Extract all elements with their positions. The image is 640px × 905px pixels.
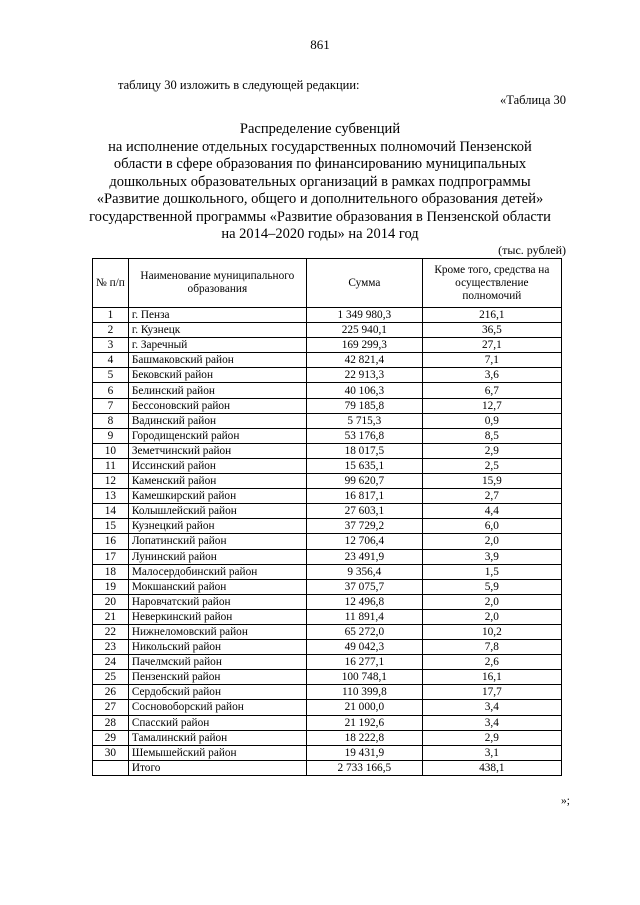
municipality-name: Никольский район <box>128 640 306 655</box>
extra-value: 0,9 <box>422 413 561 428</box>
row-number: 1 <box>93 308 129 323</box>
table-row <box>93 730 562 745</box>
extra-value: 2,0 <box>422 534 561 549</box>
table-row <box>93 398 562 413</box>
row-number: 5 <box>93 368 129 383</box>
title-line: государственной программы «Развитие образования в Пензенской области <box>89 208 551 225</box>
page-number: 861 <box>310 37 330 52</box>
title-line: Распределение субвенций <box>239 121 401 137</box>
sum-value: 37 729,2 <box>306 519 422 534</box>
sum-value: 2 733 166,5 <box>306 760 422 775</box>
sum-value: 16 277,1 <box>306 655 422 670</box>
extra-value: 2,9 <box>422 730 561 745</box>
municipality-name: Вадинский район <box>128 413 306 428</box>
row-number: 8 <box>93 413 129 428</box>
sum-value: 79 185,8 <box>306 398 422 413</box>
municipality-name: Итого <box>128 760 306 775</box>
municipality-name: Сосновоборский район <box>128 700 306 715</box>
extra-value: 36,5 <box>422 323 561 338</box>
sum-value: 23 491,9 <box>306 549 422 564</box>
table-row <box>93 715 562 730</box>
row-number: 14 <box>93 504 129 519</box>
municipality-name: Бековский район <box>128 368 306 383</box>
table-row <box>93 368 562 383</box>
row-number: 2 <box>93 323 129 338</box>
sum-value: 53 176,8 <box>306 428 422 443</box>
extra-value: 2,0 <box>422 594 561 609</box>
municipality-name: Городищенский район <box>128 428 306 443</box>
sum-value: 42 821,4 <box>306 353 422 368</box>
total-row <box>93 760 562 775</box>
sum-value: 12 496,8 <box>306 594 422 609</box>
extra-value: 7,1 <box>422 353 561 368</box>
municipality-name: Малосердобинский район <box>128 564 306 579</box>
table-body <box>93 308 562 776</box>
table-row <box>93 549 562 564</box>
row-number: 25 <box>93 670 129 685</box>
sum-value: 9 356,4 <box>306 564 422 579</box>
municipality-name: г. Кузнецк <box>128 323 306 338</box>
extra-value: 3,1 <box>422 745 561 760</box>
title-line: на 2014–2020 годы» на 2014 год <box>221 226 419 242</box>
row-number: 29 <box>93 730 129 745</box>
municipality-name: Бессоновский район <box>128 398 306 413</box>
sum-value: 49 042,3 <box>306 640 422 655</box>
row-number: 20 <box>93 594 129 609</box>
row-number: 28 <box>93 715 129 730</box>
sum-value: 1 349 980,3 <box>306 308 422 323</box>
extra-value: 3,6 <box>422 368 561 383</box>
extra-value: 1,5 <box>422 564 561 579</box>
table-row <box>93 685 562 700</box>
sum-value: 15 635,1 <box>306 458 422 473</box>
row-number: 21 <box>93 609 129 624</box>
sum-value: 99 620,7 <box>306 474 422 489</box>
sum-value: 169 299,3 <box>306 338 422 353</box>
closing-mark: »; <box>561 795 570 807</box>
sum-value: 40 106,3 <box>306 383 422 398</box>
table-row <box>93 579 562 594</box>
municipality-name: Башмаковский район <box>128 353 306 368</box>
municipality-name: Белинский район <box>128 383 306 398</box>
table-row <box>93 443 562 458</box>
row-number: 13 <box>93 489 129 504</box>
sum-value: 21 192,6 <box>306 715 422 730</box>
extra-value: 7,8 <box>422 640 561 655</box>
municipality-name: г. Заречный <box>128 338 306 353</box>
extra-value: 6,0 <box>422 519 561 534</box>
municipality-name: Камешкирский район <box>128 489 306 504</box>
municipality-name: г. Пенза <box>128 308 306 323</box>
municipality-name: Колышлейский район <box>128 504 306 519</box>
title-line: области в сфере образования по финансированию муниципальных <box>113 156 527 172</box>
sum-value: 27 603,1 <box>306 504 422 519</box>
extra-value: 17,7 <box>422 685 561 700</box>
row-number: 16 <box>93 534 129 549</box>
table-row <box>93 564 562 579</box>
municipality-name: Шемышейский район <box>128 745 306 760</box>
sum-value: 21 000,0 <box>306 700 422 715</box>
row-number: 22 <box>93 624 129 639</box>
extra-value: 2,5 <box>422 458 561 473</box>
table-header-row <box>93 259 562 308</box>
sum-value: 65 272,0 <box>306 624 422 639</box>
header-num: № п/п <box>93 259 129 308</box>
extra-value: 3,4 <box>422 715 561 730</box>
intro-text: таблицу 30 изложить в следующей редакции: <box>118 78 360 92</box>
table-row <box>93 624 562 639</box>
municipality-name: Пензенский район <box>128 670 306 685</box>
extra-value: 12,7 <box>422 398 561 413</box>
table-row <box>93 323 562 338</box>
extra-value: 27,1 <box>422 338 561 353</box>
sum-value: 16 817,1 <box>306 489 422 504</box>
extra-value: 2,6 <box>422 655 561 670</box>
extra-value: 5,9 <box>422 579 561 594</box>
extra-value: 6,7 <box>422 383 561 398</box>
title-line: «Развитие дошкольного, общего и дополнительного образования детей» <box>96 191 544 207</box>
table-row <box>93 308 562 323</box>
municipality-name: Иссинский район <box>128 458 306 473</box>
units-label: (тыс. рублей) <box>498 243 566 257</box>
document-title <box>70 121 570 244</box>
table-row <box>93 670 562 685</box>
row-number: 11 <box>93 458 129 473</box>
extra-value: 2,7 <box>422 489 561 504</box>
row-number: 27 <box>93 700 129 715</box>
extra-value: 4,4 <box>422 504 561 519</box>
table-row <box>93 745 562 760</box>
table-row <box>93 489 562 504</box>
row-number: 23 <box>93 640 129 655</box>
table-row <box>93 428 562 443</box>
table-row <box>93 338 562 353</box>
municipality-name: Нижнеломовский район <box>128 624 306 639</box>
sum-value: 18 222,8 <box>306 730 422 745</box>
row-number: 19 <box>93 579 129 594</box>
header-extra: Кроме того, средства на осуществление полномочий <box>422 259 561 308</box>
municipality-name: Лопатинский район <box>128 534 306 549</box>
extra-value: 438,1 <box>422 760 561 775</box>
header-name: Наименование муниципального образования <box>128 259 306 308</box>
extra-value: 216,1 <box>422 308 561 323</box>
table-row <box>93 534 562 549</box>
sum-value: 110 399,8 <box>306 685 422 700</box>
table-row <box>93 383 562 398</box>
table-row <box>93 655 562 670</box>
sum-value: 19 431,9 <box>306 745 422 760</box>
extra-value: 2,9 <box>422 443 561 458</box>
extra-value: 8,5 <box>422 428 561 443</box>
table-row <box>93 609 562 624</box>
row-number: 9 <box>93 428 129 443</box>
municipality-name: Кузнецкий район <box>128 519 306 534</box>
sum-value: 37 075,7 <box>306 579 422 594</box>
sum-value: 100 748,1 <box>306 670 422 685</box>
row-number: 26 <box>93 685 129 700</box>
municipality-name: Спасский район <box>128 715 306 730</box>
table-row <box>93 504 562 519</box>
row-number: 10 <box>93 443 129 458</box>
municipality-name: Лунинский район <box>128 549 306 564</box>
extra-value: 2,0 <box>422 609 561 624</box>
sum-value: 12 706,4 <box>306 534 422 549</box>
extra-value: 15,9 <box>422 474 561 489</box>
municipality-name: Тамалинский район <box>128 730 306 745</box>
table-row <box>93 353 562 368</box>
municipality-name: Земетчинский район <box>128 443 306 458</box>
extra-value: 3,9 <box>422 549 561 564</box>
sum-value: 18 017,5 <box>306 443 422 458</box>
extra-value: 16,1 <box>422 670 561 685</box>
extra-value: 10,2 <box>422 624 561 639</box>
row-number <box>93 760 129 775</box>
row-number: 30 <box>93 745 129 760</box>
row-number: 12 <box>93 474 129 489</box>
extra-value: 3,4 <box>422 700 561 715</box>
table-row <box>93 640 562 655</box>
table-row <box>93 413 562 428</box>
table-row <box>93 519 562 534</box>
sum-value: 225 940,1 <box>306 323 422 338</box>
table-row <box>93 458 562 473</box>
municipality-name: Каменский район <box>128 474 306 489</box>
sum-value: 5 715,3 <box>306 413 422 428</box>
row-number: 17 <box>93 549 129 564</box>
row-number: 15 <box>93 519 129 534</box>
municipality-name: Наровчатский район <box>128 594 306 609</box>
municipality-name: Сердобский район <box>128 685 306 700</box>
row-number: 4 <box>93 353 129 368</box>
table-reference: «Таблица 30 <box>500 93 566 107</box>
table-row <box>93 474 562 489</box>
row-number: 6 <box>93 383 129 398</box>
title-line: на исполнение отдельных государственных полномочий Пензенской <box>108 138 532 155</box>
table-row <box>93 594 562 609</box>
municipality-name: Неверкинский район <box>128 609 306 624</box>
row-number: 24 <box>93 655 129 670</box>
municipality-name: Пачелмский район <box>128 655 306 670</box>
subsidy-table <box>92 258 562 776</box>
header-sum: Сумма <box>306 259 422 308</box>
sum-value: 22 913,3 <box>306 368 422 383</box>
table-row <box>93 700 562 715</box>
row-number: 3 <box>93 338 129 353</box>
row-number: 18 <box>93 564 129 579</box>
municipality-name: Мокшанский район <box>128 579 306 594</box>
sum-value: 11 891,4 <box>306 609 422 624</box>
title-line: дошкольных образовательных организаций в рамках подпрограммы <box>109 173 531 190</box>
row-number: 7 <box>93 398 129 413</box>
